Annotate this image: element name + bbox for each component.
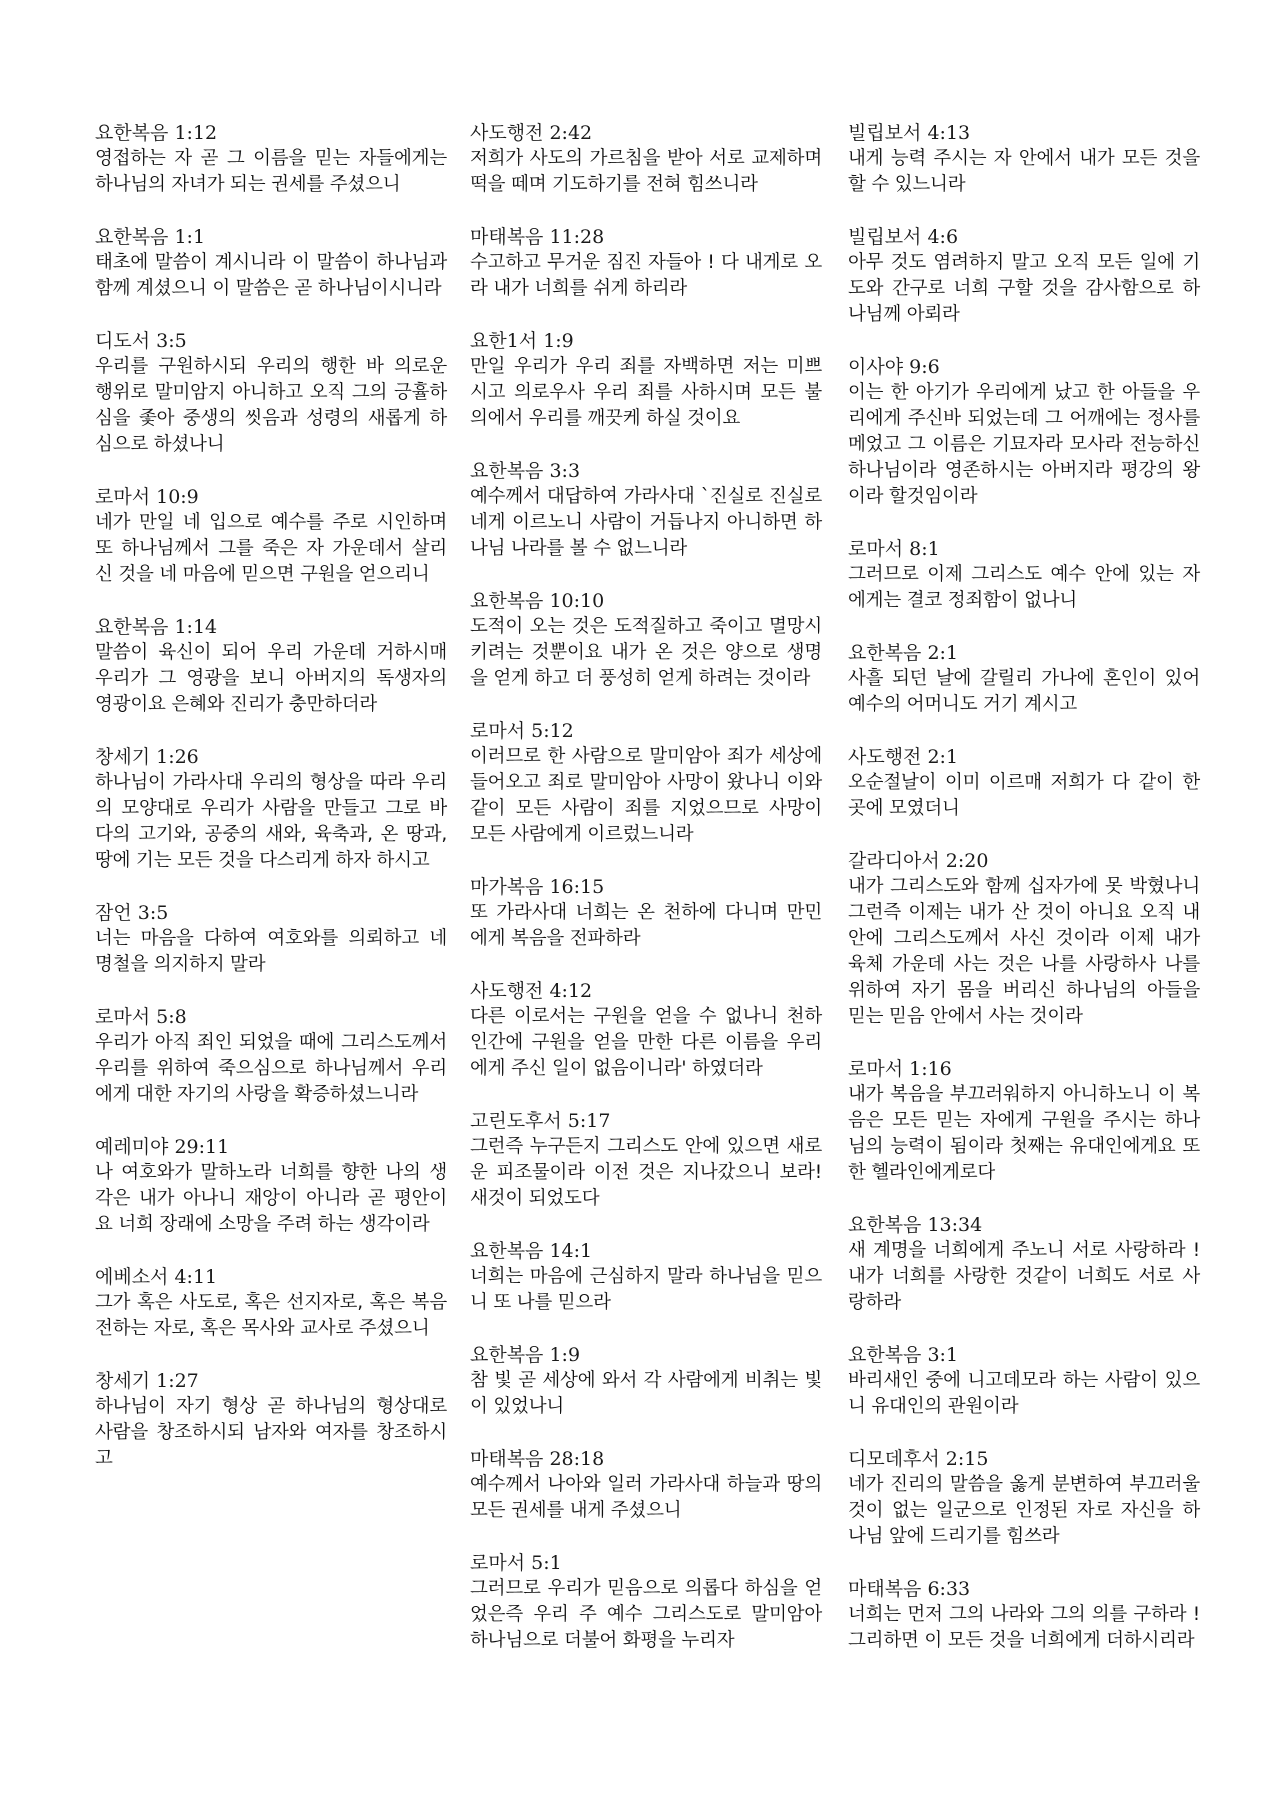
verse-block	[470, 1446, 822, 1524]
verse-block	[95, 1004, 447, 1108]
verse-reference: 요한복음 1:1	[95, 226, 206, 248]
verse-block	[848, 224, 1200, 328]
verse-block	[848, 848, 1200, 1030]
verse-text: 저희가 사도의 가르침을 받아 서로 교제하며 떡을 떼며 기도하기를 전혀 힘쓰니라	[470, 148, 822, 195]
verse-block	[470, 874, 822, 952]
verse-block	[470, 328, 822, 432]
verse-block	[95, 1264, 447, 1342]
verse-reference: 요한복음 3:3	[470, 460, 581, 482]
verse-reference: 마태복음 11:28	[470, 226, 605, 248]
verse-reference: 로마서 8:1	[848, 538, 940, 560]
verse-text: 바리새인 중에 니고데모라 하는 사람이 있으니 유대인의 관원이라	[848, 1370, 1200, 1417]
verse-text: 그러므로 우리가 믿음으로 의롭다 하심을 얻었은즉 우리 주 예수 그리스도로 말미암아 하나님으로 더불어 화평을 누리자	[470, 1578, 822, 1651]
verse-block	[470, 458, 822, 562]
verse-block	[848, 536, 1200, 614]
verse-reference: 사도행전 2:1	[848, 746, 959, 768]
verse-reference: 요한1서 1:9	[470, 330, 574, 352]
verse-text: 내게 능력 주시는 자 안에서 내가 모든 것을 할 수 있느니라	[848, 148, 1200, 195]
verse-reference: 요한복음 1:9	[470, 1344, 581, 1366]
verse-text: 우리를 구원하시되 우리의 행한 바 의로운 행위로 말미암지 아니하고 오직 그의 긍휼하심을 좇아 중생의 씻음과 성령의 새롭게 하심으로 하셨나니	[95, 356, 447, 455]
verse-block	[848, 1446, 1200, 1550]
verse-reference: 요한복음 3:1	[848, 1344, 959, 1366]
verse-reference: 고린도후서 5:17	[470, 1110, 611, 1132]
verse-block	[848, 1576, 1200, 1654]
verse-reference: 로마서 10:9	[95, 486, 199, 508]
verse-block	[848, 640, 1200, 718]
verse-text: 너는 마음을 다하여 여호와를 의뢰하고 네 명철을 의지하지 말라	[95, 928, 447, 975]
verse-block	[470, 718, 822, 848]
verse-reference: 디도서 3:5	[95, 330, 187, 352]
verse-reference: 로마서 1:16	[848, 1058, 952, 1080]
verse-block	[470, 1108, 822, 1212]
verse-reference: 마가복음 16:15	[470, 876, 605, 898]
verse-reference: 로마서 5:12	[470, 720, 574, 742]
verse-block	[95, 744, 447, 874]
verse-block	[95, 328, 447, 458]
verse-reference: 디모데후서 2:15	[848, 1448, 989, 1470]
verse-reference: 요한복음 14:1	[470, 1240, 593, 1262]
verse-block	[848, 120, 1200, 198]
verse-text: 그런즉 누구든지 그리스도 안에 있으면 새로운 피조물이라 이전 것은 지나갔으니 보라! 새것이 되었도다	[470, 1136, 822, 1209]
verse-column-1	[95, 120, 447, 1498]
verse-reference: 요한복음 1:12	[95, 122, 218, 144]
verse-block	[848, 1342, 1200, 1420]
verse-reference: 예레미야 29:11	[95, 1136, 230, 1158]
verse-block	[470, 224, 822, 302]
verse-column-2	[470, 120, 822, 1680]
verse-block	[470, 1342, 822, 1420]
verse-text: 내가 그리스도와 함께 십자가에 못 박혔나니 그런즉 이제는 내가 산 것이 아니요 오직 내 안에 그리스도께서 사신 것이라 이제 내가 육체 가운데 사는 것은 나를 사랑하사 나를 위하여 자기 몸을 버리신 하나님의 아들을 믿는 믿음 안에서 사는 것이라	[848, 876, 1200, 1027]
verse-reference: 사도행전 2:42	[470, 122, 593, 144]
verse-text: 그가 혹은 사도로, 혹은 선지자로, 혹은 복음 전하는 자로, 혹은 목사와 교사로 주셨으니	[95, 1292, 447, 1339]
verse-block	[95, 120, 447, 198]
verse-block	[95, 224, 447, 302]
verse-text: 네가 만일 네 입으로 예수를 주로 시인하며 또 하나님께서 그를 죽은 자 가운데서 살리신 것을 네 마음에 믿으면 구원을 얻으리니	[95, 512, 447, 585]
verse-text: 만일 우리가 우리 죄를 자백하면 저는 미쁘시고 의로우사 우리 죄를 사하시며 모든 불의에서 우리를 깨끗케 하실 것이요	[470, 356, 822, 429]
verse-reference: 빌립보서 4:13	[848, 122, 971, 144]
verse-reference: 로마서 5:1	[470, 1552, 562, 1574]
verse-text: 우리가 아직 죄인 되었을 때에 그리스도께서 우리를 위하여 죽으심으로 하나님께서 우리에게 대한 자기의 사랑을 확증하셨느니라	[95, 1032, 447, 1105]
verse-block	[848, 1212, 1200, 1316]
verse-column-3	[848, 120, 1200, 1680]
verse-text: 내가 복음을 부끄러워하지 아니하노니 이 복음은 모든 믿는 자에게 구원을 주시는 하나님의 능력이 됨이라 첫째는 유대인에게요 또한 헬라인에게로다	[848, 1084, 1200, 1183]
verse-text: 그러므로 이제 그리스도 예수 안에 있는 자에게는 결코 정죄함이 없나니	[848, 564, 1200, 611]
verse-block	[848, 744, 1200, 822]
verse-block	[470, 1550, 822, 1654]
verse-block	[470, 588, 822, 692]
verse-text: 다른 이로서는 구원을 얻을 수 없나니 천하 인간에 구원을 얻을 만한 다른 이름을 우리에게 주신 일이 없음이니라' 하였더라	[470, 1006, 822, 1079]
verse-text: 나 여호와가 말하노라 너희를 향한 나의 생각은 내가 아나니 재앙이 아니라 곧 평안이요 너희 장래에 소망을 주려 하는 생각이라	[95, 1162, 447, 1235]
verse-block	[848, 1056, 1200, 1186]
verse-reference: 창세기 1:27	[95, 1370, 199, 1392]
verse-text: 네가 진리의 말씀을 옳게 분변하여 부끄러울 것이 없는 일군으로 인정된 자로 자신을 하나님 앞에 드리기를 힘쓰라	[848, 1474, 1200, 1547]
verse-text: 아무 것도 염려하지 말고 오직 모든 일에 기도와 간구로 너희 구할 것을 감사함으로 하나님께 아뢰라	[848, 252, 1200, 325]
verse-block	[95, 900, 447, 978]
verse-block	[470, 120, 822, 198]
verse-text: 사흘 되던 날에 갈릴리 가나에 혼인이 있어 예수의 어머니도 거기 계시고	[848, 668, 1200, 715]
verse-text: 이러므로 한 사람으로 말미암아 죄가 세상에 들어오고 죄로 말미암아 사망이 왔나니 이와 같이 모든 사람이 죄를 지었으므로 사망이 모든 사람에게 이르렀느니라	[470, 746, 822, 845]
verse-text: 또 가라사대 너희는 온 천하에 다니며 만민에게 복음을 전파하라	[470, 902, 822, 949]
verse-text: 하나님이 가라사대 우리의 형상을 따라 우리의 모양대로 우리가 사람을 만들고 그로 바다의 고기와, 공중의 새와, 육축과, 온 땅과, 땅에 기는 모든 것을 다스리게 하자 하시고	[95, 772, 447, 871]
verse-text: 너희는 마음에 근심하지 말라 하나님을 믿으니 또 나를 믿으라	[470, 1266, 822, 1313]
verse-reference: 요한복음 13:34	[848, 1214, 983, 1236]
verse-text: 너희는 먼저 그의 나라와 그의 의를 구하라 ! 그리하면 이 모든 것을 너희에게 더하시리라	[848, 1604, 1200, 1651]
verse-reference: 창세기 1:26	[95, 746, 199, 768]
verse-text: 하나님이 자기 형상 곧 하나님의 형상대로 사람을 창조하시되 남자와 여자를 창조하시고	[95, 1396, 447, 1469]
verse-text: 영접하는 자 곧 그 이름을 믿는 자들에게는 하나님의 자녀가 되는 권세를 주셨으니	[95, 148, 447, 195]
verse-text: 이는 한 아기가 우리에게 났고 한 아들을 우리에게 주신바 되었는데 그 어깨에는 정사를 메었고 그 이름은 기묘자라 모사라 전능하신 하나님이라 영존하시는 아버지라 평강의 왕이라 할것임이라	[848, 382, 1200, 507]
verse-text: 수고하고 무거운 짐진 자들아 ! 다 내게로 오라 내가 너희를 쉬게 하리라	[470, 252, 822, 299]
verse-text: 태초에 말씀이 계시니라 이 말씀이 하나님과 함께 계셨으니 이 말씀은 곧 하나님이시니라	[95, 252, 447, 299]
verse-text: 참 빛 곧 세상에 와서 각 사람에게 비취는 빛이 있었나니	[470, 1370, 822, 1417]
verse-text: 예수께서 대답하여 가라사대 `진실로 진실로 네게 이르노니 사람이 거듭나지 아니하면 하나님 나라를 볼 수 없느니라	[470, 486, 822, 559]
verse-block	[848, 354, 1200, 510]
verse-text: 말씀이 육신이 되어 우리 가운데 거하시매 우리가 그 영광을 보니 아버지의 독생자의 영광이요 은혜와 진리가 충만하더라	[95, 642, 447, 715]
verse-text: 오순절날이 이미 이르매 저희가 다 같이 한 곳에 모였더니	[848, 772, 1200, 819]
verse-block	[95, 484, 447, 588]
verse-block	[95, 1368, 447, 1472]
verse-text: 도적이 오는 것은 도적질하고 죽이고 멸망시키려는 것뿐이요 내가 온 것은 양으로 생명을 얻게 하고 더 풍성히 얻게 하려는 것이라	[470, 616, 822, 689]
verse-reference: 사도행전 4:12	[470, 980, 593, 1002]
verse-block	[95, 614, 447, 718]
verse-text: 예수께서 나아와 일러 가라사대 하늘과 땅의 모든 권세를 내게 주셨으니	[470, 1474, 822, 1521]
verse-reference: 이사야 9:6	[848, 356, 940, 378]
verse-reference: 요한복음 10:10	[470, 590, 605, 612]
verse-reference: 요한복음 2:1	[848, 642, 959, 664]
verse-reference: 요한복음 1:14	[95, 616, 218, 638]
verse-text: 새 계명을 너희에게 주노니 서로 사랑하라 ! 내가 너희를 사랑한 것같이 너희도 서로 사랑하라	[848, 1240, 1200, 1313]
verse-block	[470, 978, 822, 1082]
verse-reference: 로마서 5:8	[95, 1006, 187, 1028]
verse-block	[95, 1134, 447, 1238]
verse-block	[470, 1238, 822, 1316]
verse-reference: 갈라디아서 2:20	[848, 850, 989, 872]
verse-reference: 에베소서 4:11	[95, 1266, 218, 1288]
verse-reference: 마태복음 6:33	[848, 1578, 971, 1600]
verse-reference: 마태복음 28:18	[470, 1448, 605, 1470]
verse-reference: 빌립보서 4:6	[848, 226, 959, 248]
verse-reference: 잠언 3:5	[95, 902, 169, 924]
